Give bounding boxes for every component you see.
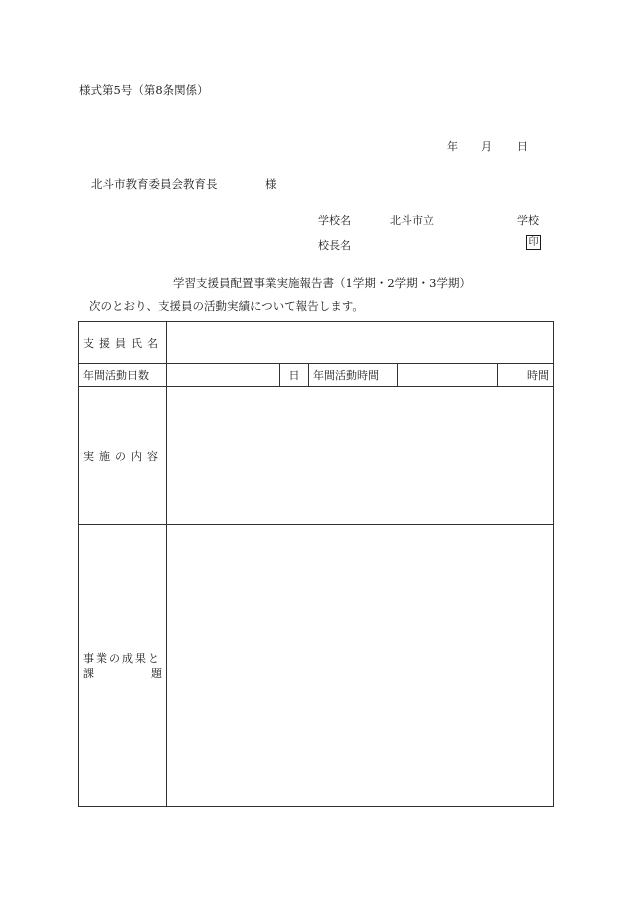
school-city-prefix: 北斗市立 [390, 214, 434, 227]
document-title: 学習支援員配置事業実施報告書（1学期・2学期・3学期） [173, 276, 471, 290]
supporter-name-row [79, 322, 554, 364]
content-field[interactable] [167, 387, 554, 525]
annual-days-label: 年間活動日数 [79, 364, 167, 387]
results-label-line1: 事業の成果と [83, 651, 161, 665]
annual-days-field[interactable] [167, 364, 280, 387]
results-label [79, 525, 167, 807]
days-unit: 日 [280, 364, 309, 387]
content-row [79, 387, 554, 525]
addressee-honorific: 様 [265, 177, 277, 191]
results-row [79, 525, 554, 807]
results-label-char-1: 課 [83, 666, 94, 680]
seal-mark: 印 [526, 235, 541, 250]
school-name-label: 学校名 [318, 214, 351, 227]
hours-unit: 時間 [498, 364, 554, 387]
date-month-label: 月 [481, 140, 492, 153]
intro-text: 次のとおり、支援員の活動実績について報告します。 [89, 299, 364, 313]
school-suffix: 学校 [517, 214, 539, 227]
supporter-name-field[interactable] [167, 322, 554, 364]
addressee-name: 北斗市教育委員会教育長 [91, 177, 218, 191]
results-label-char-2: 題 [151, 666, 162, 680]
date-day-label: 日 [517, 140, 528, 153]
results-field[interactable] [167, 525, 554, 807]
report-table [78, 321, 554, 807]
annual-hours-field[interactable] [398, 364, 498, 387]
annual-activity-row [79, 364, 554, 387]
content-label: 実施の内容 [79, 387, 167, 525]
form-number: 様式第5号（第8条関係） [79, 83, 209, 97]
supporter-name-label: 支援員氏名 [79, 322, 167, 364]
annual-hours-label: 年間活動時間 [309, 364, 398, 387]
date-year-label: 年 [447, 140, 458, 153]
principal-name-label: 校長名 [318, 239, 351, 252]
results-label-line2 [83, 666, 162, 681]
